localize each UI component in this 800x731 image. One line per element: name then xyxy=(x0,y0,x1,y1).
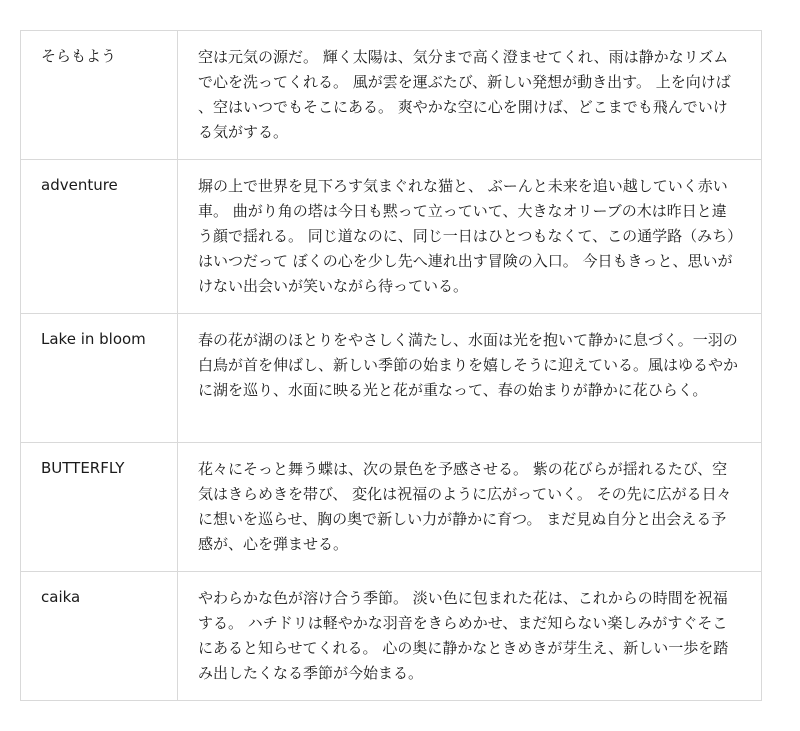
row-text: やわらかな色が溶け合う季節。 淡い色に包まれた花は、これからの時間を祝福する。 ハチドリは軽やかな羽音をきらめかせ、まだ知らない楽しみがすぐそこにあると知らせてくれる。 心の奥に静かなときめきが芽生え、新しい一歩を踏み出したくなる季節が今始まる。 xyxy=(178,572,762,701)
row-text: 空は元気の源だ。 輝く太陽は、気分まで高く澄ませてくれ、雨は静かなリズムで心を洗ってくれる。 風が雲を運ぶたび、新しい発想が動き出す。 上を向けば、空はいつでもそこにある。 爽やかな空に心を開けば、どこまでも飛んでいける気がする。 xyxy=(178,31,762,160)
row-title: caika xyxy=(21,572,178,701)
table-row xyxy=(21,160,762,314)
table-row xyxy=(21,31,762,160)
row-text: 春の花が湖のほとりをやさしく満たし、水面は光を抱いて静かに息づく。一羽の白鳥が首を伸ばし、新しい季節の始まりを嬉しそうに迎えている。風はゆるやかに湖を巡り、水面に映る光と花が重なって、春の始まりが静かに花ひらく。 xyxy=(178,314,762,443)
row-title: BUTTERFLY xyxy=(21,443,178,572)
table-row xyxy=(21,572,762,701)
row-text: 塀の上で世界を見下ろす気まぐれな猫と、 ぶーんと未来を追い越していく赤い車。 曲がり角の塔は今日も黙って立っていて、大きなオリーブの木は昨日と違う顔で揺れる。 同じ道なのに、同じ一日はひとつもなくて、この通学路（みち）はいつだって ぼくの心を少し先へ連れ出す冒険の入口。 今日もきっと、思いがけない出会いが笑いながら待っている。 xyxy=(178,160,762,314)
row-title: adventure xyxy=(21,160,178,314)
poems-table xyxy=(20,30,762,701)
row-text: 花々にそっと舞う蝶は、次の景色を予感させる。 紫の花びらが揺れるたび、空気はきらめきを帯び、 変化は祝福のように広がっていく。 その先に広がる日々に想いを巡らせ、胸の奥で新しい力が静かに育つ。 まだ見ぬ自分と出会える予感が、心を弾ませる。 xyxy=(178,443,762,572)
table-row xyxy=(21,443,762,572)
row-title: そらもよう xyxy=(21,31,178,160)
table-row xyxy=(21,314,762,443)
row-title: Lake in bloom xyxy=(21,314,178,443)
